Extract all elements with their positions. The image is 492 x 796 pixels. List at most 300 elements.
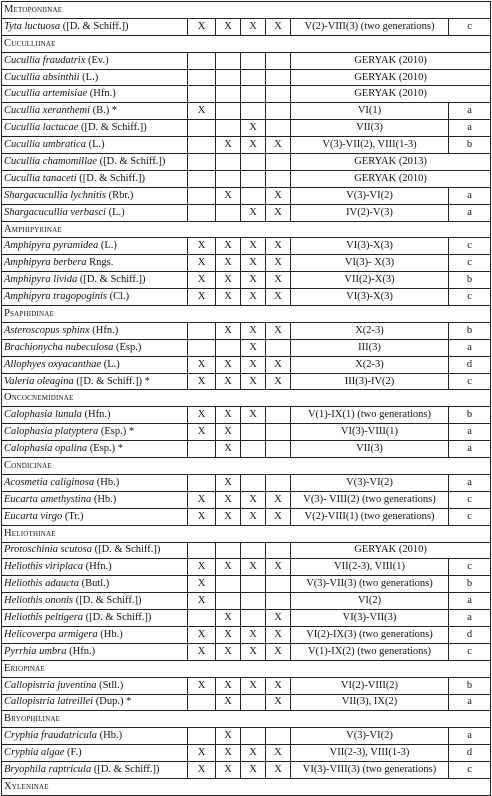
occurrence-cell: X <box>266 762 291 779</box>
species-cell <box>2 491 188 508</box>
flight-period-cell: V(1)-IX(2) (two generations) <box>291 643 449 660</box>
subfamily-header-row <box>2 711 491 728</box>
species-name: Callopistria latreillei <box>4 696 94 708</box>
occurrence-cell <box>241 610 266 627</box>
species-author: (Hb.) <box>93 493 117 505</box>
occurrence-cell <box>266 69 291 86</box>
species-row <box>2 238 491 255</box>
occurrence-cell: X <box>188 576 216 593</box>
occurrence-cell <box>266 339 291 356</box>
occurrence-cell <box>188 728 216 745</box>
occurrence-cell <box>266 86 291 103</box>
occurrence-cell <box>241 86 266 103</box>
abundance-category-cell: b <box>449 137 491 154</box>
species-row <box>2 69 491 86</box>
occurrence-cell: X <box>266 204 291 221</box>
abundance-category-cell: a <box>449 474 491 491</box>
reference-cell: GERYAK (2010) <box>291 542 491 559</box>
occurrence-cell: X <box>216 508 241 525</box>
occurrence-cell: X <box>216 255 241 272</box>
occurrence-cell <box>188 187 216 204</box>
occurrence-cell: X <box>216 643 241 660</box>
species-author: (L.) <box>88 139 105 151</box>
species-name: Heliothis ononis <box>4 595 74 607</box>
species-row <box>2 694 491 711</box>
occurrence-cell <box>216 204 241 221</box>
subfamily-header-row <box>2 525 491 542</box>
occurrence-cell: X <box>241 559 266 576</box>
occurrence-cell: X <box>241 322 266 339</box>
species-name: Callopistria juventina <box>4 679 97 691</box>
occurrence-cell <box>216 154 241 171</box>
species-author: (Tr.) <box>64 510 84 522</box>
abundance-category-cell: b <box>449 407 491 424</box>
species-row <box>2 356 491 373</box>
occurrence-cell: X <box>241 373 266 390</box>
occurrence-cell: X <box>266 322 291 339</box>
occurrence-cell: X <box>216 322 241 339</box>
flight-period-cell: VII(2-3), VIII(1-3) <box>291 745 449 762</box>
occurrence-cell <box>188 542 216 559</box>
species-cell <box>2 728 188 745</box>
flight-period-cell: X(2-3) <box>291 356 449 373</box>
occurrence-cell: X <box>188 238 216 255</box>
abundance-category-cell: c <box>449 255 491 272</box>
species-row <box>2 474 491 491</box>
occurrence-cell: X <box>188 762 216 779</box>
species-name: Bryophila raptricula <box>4 764 92 776</box>
occurrence-cell <box>241 694 266 711</box>
species-name: Calophasia opalina <box>4 443 88 455</box>
abundance-category-cell: c <box>449 18 491 35</box>
occurrence-cell: X <box>188 289 216 306</box>
species-author: (Hfn.) <box>69 645 96 657</box>
species-name: Heliothis peltigera <box>4 612 84 623</box>
species-name: Cucullia xeranthemi <box>4 105 91 117</box>
flight-period-cell: V(1)-IX(1) (two generations) <box>291 407 449 424</box>
occurrence-cell: X <box>188 373 216 390</box>
occurrence-cell: X <box>216 626 241 643</box>
flight-period-cell: VI(3)-X(3) <box>291 289 449 306</box>
flight-period-cell: VII(2-3), VIII(1) <box>291 559 449 576</box>
abundance-category-cell: d <box>449 745 491 762</box>
species-row <box>2 610 491 627</box>
occurrence-cell: X <box>216 238 241 255</box>
occurrence-cell <box>241 52 266 69</box>
species-row <box>2 677 491 694</box>
abundance-category-cell: a <box>449 187 491 204</box>
species-row <box>2 626 491 643</box>
occurrence-cell <box>216 593 241 610</box>
abundance-category-cell: b <box>449 677 491 694</box>
occurrence-cell: X <box>188 559 216 576</box>
flight-period-cell: VI(3)-VIII(3) (two generations) <box>291 762 449 779</box>
species-row <box>2 103 491 120</box>
occurrence-cell <box>266 154 291 171</box>
occurrence-cell <box>216 170 241 187</box>
occurrence-cell <box>188 52 216 69</box>
species-name: Heliothis adaucta <box>4 578 79 590</box>
species-cell <box>2 322 188 339</box>
occurrence-cell: X <box>216 491 241 508</box>
species-row <box>2 339 491 356</box>
occurrence-cell <box>188 137 216 154</box>
species-author: (Dup.) * <box>95 696 132 708</box>
species-cell <box>2 508 188 525</box>
species-row <box>2 441 491 458</box>
occurrence-cell: X <box>241 238 266 255</box>
species-row <box>2 542 491 559</box>
flight-period-cell: IV(2)-V(3) <box>291 204 449 221</box>
species-name: Shargacucullia verbasci <box>4 206 106 218</box>
occurrence-cell <box>266 407 291 424</box>
species-author: (Esp.) * <box>89 443 124 455</box>
reference-cell: GERYAK (2010) <box>291 52 491 69</box>
occurrence-cell <box>266 593 291 610</box>
occurrence-cell: X <box>188 677 216 694</box>
occurrence-cell: X <box>216 289 241 306</box>
occurrence-cell: X <box>188 255 216 272</box>
species-cell <box>2 86 188 103</box>
flight-period-cell: V(3)- VIII(2) (two generations) <box>291 491 449 508</box>
occurrence-cell: X <box>241 762 266 779</box>
occurrence-cell: X <box>188 407 216 424</box>
subfamily-name: Bryophilinae <box>2 711 491 728</box>
species-row <box>2 272 491 289</box>
occurrence-cell: X <box>266 745 291 762</box>
flight-period-cell: V(3)-VII(3) (two generations) <box>291 576 449 593</box>
species-author: (L.) <box>82 71 99 83</box>
species-author: (L.) <box>100 240 117 252</box>
species-row <box>2 407 491 424</box>
species-author: ([D. & Schiff.]) <box>75 595 142 607</box>
species-row <box>2 255 491 272</box>
occurrence-cell: X <box>266 559 291 576</box>
species-name: Calophasia lunula <box>4 409 82 421</box>
species-author: ([D. & Schiff.]) <box>79 274 146 286</box>
flight-period-cell: VII(3), IX(2) <box>291 694 449 711</box>
flight-period-cell: VI(2) <box>291 593 449 610</box>
species-row <box>2 745 491 762</box>
species-name: Tyta luctuosa <box>4 20 61 32</box>
species-cell <box>2 272 188 289</box>
occurrence-cell <box>241 170 266 187</box>
species-author: (L.) <box>103 358 120 370</box>
subfamily-name: Metoponiinae <box>2 2 491 19</box>
occurrence-cell: X <box>188 626 216 643</box>
occurrence-cell <box>266 52 291 69</box>
occurrence-cell: X <box>266 694 291 711</box>
abundance-category-cell: a <box>449 339 491 356</box>
species-row <box>2 170 491 187</box>
occurrence-cell: X <box>188 643 216 660</box>
flight-period-cell: VI(1) <box>291 103 449 120</box>
species-author: (Esp.) <box>115 341 142 353</box>
flight-period-cell: VI(3)-VII(3) <box>291 610 449 627</box>
occurrence-cell <box>188 610 216 627</box>
subfamily-name: Eriopinae <box>2 660 491 677</box>
subfamily-name: Oncocnemidinae <box>2 390 491 407</box>
species-row <box>2 576 491 593</box>
flight-period-cell: V(2)-VIII(3) (two generations) <box>291 18 449 35</box>
occurrence-cell <box>188 69 216 86</box>
species-row <box>2 424 491 441</box>
abundance-category-cell: a <box>449 204 491 221</box>
occurrence-cell: X <box>216 373 241 390</box>
species-name: Cucullia absinthii <box>4 71 80 83</box>
occurrence-cell <box>241 593 266 610</box>
species-author: ([D. & Schiff.]) <box>93 764 160 776</box>
species-name: Valeria oleagina <box>4 375 74 387</box>
species-name: Cucullia tanaceti <box>4 172 77 184</box>
species-author: ([D. & Schiff.]) <box>85 612 152 623</box>
occurrence-cell: X <box>188 272 216 289</box>
occurrence-cell <box>241 424 266 441</box>
species-author: ([D. & Schiff.]) <box>99 155 166 167</box>
species-name: Cryphia fraudatricula <box>4 730 98 742</box>
species-row <box>2 137 491 154</box>
reference-cell: GERYAK (2010) <box>291 69 491 86</box>
species-author: ([D. & Schiff.]) * <box>76 375 150 387</box>
occurrence-cell: X <box>188 356 216 373</box>
flight-period-cell: VI(3)- X(3) <box>291 255 449 272</box>
species-cell <box>2 407 188 424</box>
occurrence-cell: X <box>241 356 266 373</box>
occurrence-cell: X <box>266 626 291 643</box>
abundance-category-cell: a <box>449 593 491 610</box>
species-name: Cucullia chamomillae <box>4 155 98 167</box>
occurrence-cell <box>216 86 241 103</box>
species-author: (Stll.) <box>99 679 124 691</box>
abundance-category-cell: c <box>449 643 491 660</box>
occurrence-cell: X <box>241 745 266 762</box>
species-author: (Esp.) * <box>100 426 135 438</box>
abundance-category-cell: c <box>449 491 491 508</box>
species-name: Calophasia platyptera <box>4 426 99 438</box>
occurrence-cell: X <box>241 626 266 643</box>
flight-period-cell: III(3)-IV(2) <box>291 373 449 390</box>
species-name: Heliothis viriplaca <box>4 561 84 573</box>
occurrence-cell: X <box>266 508 291 525</box>
species-cell <box>2 69 188 86</box>
occurrence-cell <box>216 69 241 86</box>
species-name: Cucullia artemisiae <box>4 88 88 100</box>
occurrence-cell <box>266 441 291 458</box>
species-name: Cucullia umbratica <box>4 139 86 151</box>
reference-cell: GERYAK (2010) <box>291 170 491 187</box>
species-row <box>2 643 491 660</box>
occurrence-cell <box>241 69 266 86</box>
abundance-category-cell: d <box>449 626 491 643</box>
subfamily-name: Heliothinae <box>2 525 491 542</box>
species-row <box>2 120 491 137</box>
species-name: Amphipyra pyramidea <box>4 240 99 252</box>
occurrence-cell: X <box>241 137 266 154</box>
occurrence-cell: X <box>216 762 241 779</box>
subfamily-header-row <box>2 35 491 52</box>
species-author: ([D. & Schiff.]) <box>62 20 129 32</box>
abundance-category-cell: a <box>449 120 491 137</box>
occurrence-cell: X <box>241 255 266 272</box>
species-cell <box>2 238 188 255</box>
occurrence-cell: X <box>216 356 241 373</box>
occurrence-cell: X <box>241 508 266 525</box>
flight-period-cell: III(3) <box>291 339 449 356</box>
occurrence-cell: X <box>241 120 266 137</box>
species-row <box>2 86 491 103</box>
species-name: Eucarta amethystina <box>4 493 92 505</box>
species-name: Eucarta virgo <box>4 510 63 522</box>
flight-period-cell: V(3)-VI(2) <box>291 187 449 204</box>
species-row <box>2 491 491 508</box>
flight-period-cell: VII(3) <box>291 441 449 458</box>
occurrence-cell <box>216 542 241 559</box>
occurrence-cell <box>188 694 216 711</box>
species-cell <box>2 424 188 441</box>
occurrence-cell <box>266 103 291 120</box>
reference-cell: GERYAK (2013) <box>291 154 491 171</box>
occurrence-cell <box>188 204 216 221</box>
species-name: Cucullia fraudatrix <box>4 54 86 66</box>
species-cell <box>2 542 188 559</box>
species-row <box>2 18 491 35</box>
subfamily-name: Condicinae <box>2 458 491 475</box>
occurrence-cell <box>188 474 216 491</box>
occurrence-cell <box>241 441 266 458</box>
species-cell <box>2 18 188 35</box>
abundance-category-cell: c <box>449 559 491 576</box>
occurrence-cell: X <box>266 373 291 390</box>
species-table <box>1 1 491 796</box>
occurrence-cell: X <box>188 18 216 35</box>
occurrence-cell: X <box>216 441 241 458</box>
species-author: ([D. & Schiff.]) <box>80 122 147 134</box>
abundance-category-cell: a <box>449 424 491 441</box>
species-cell <box>2 610 188 627</box>
species-name: Pyrrhia umbra <box>4 645 67 657</box>
occurrence-cell <box>241 542 266 559</box>
species-cell <box>2 289 188 306</box>
occurrence-cell: X <box>266 18 291 35</box>
subfamily-header-row <box>2 660 491 677</box>
occurrence-cell <box>216 576 241 593</box>
occurrence-cell: X <box>266 137 291 154</box>
occurrence-cell <box>241 103 266 120</box>
species-author: (Hfn.) <box>84 409 111 421</box>
occurrence-cell <box>266 542 291 559</box>
occurrence-cell: X <box>188 424 216 441</box>
species-row <box>2 52 491 69</box>
occurrence-cell <box>241 474 266 491</box>
occurrence-cell: X <box>266 187 291 204</box>
species-row <box>2 508 491 525</box>
occurrence-cell <box>188 441 216 458</box>
flight-period-cell: V(3)-VII(2), VIII(1-3) <box>291 137 449 154</box>
occurrence-cell <box>188 322 216 339</box>
species-name: Acosmetia caliginosa <box>4 476 95 488</box>
flight-period-cell: X(2-3) <box>291 322 449 339</box>
occurrence-cell <box>266 576 291 593</box>
species-row <box>2 762 491 779</box>
subfamily-name: Psaphidinae <box>2 306 491 323</box>
species-row <box>2 593 491 610</box>
abundance-category-cell: a <box>449 103 491 120</box>
species-author: (Butl.) <box>81 578 110 590</box>
occurrence-cell: X <box>241 18 266 35</box>
occurrence-cell: X <box>216 677 241 694</box>
species-author: Rngs. <box>89 257 114 269</box>
occurrence-cell: X <box>216 18 241 35</box>
species-name: Allophyes oxyacanthae <box>4 358 102 370</box>
occurrence-cell: X <box>216 474 241 491</box>
occurrence-cell: X <box>241 643 266 660</box>
species-name: Amphipyra tragopoginis <box>4 291 107 303</box>
species-name: Shargacucullia lychnitis <box>4 189 106 201</box>
occurrence-cell: X <box>216 745 241 762</box>
occurrence-cell: X <box>266 491 291 508</box>
subfamily-name: Amphipyrinae <box>2 221 491 238</box>
abundance-category-cell: b <box>449 576 491 593</box>
occurrence-cell: X <box>216 272 241 289</box>
occurrence-cell: X <box>241 289 266 306</box>
species-author: ([D. & Schiff.]) <box>79 172 145 184</box>
occurrence-cell <box>241 187 266 204</box>
occurrence-cell: X <box>266 255 291 272</box>
species-cell <box>2 154 188 171</box>
flight-period-cell: VI(2)-IX(3) (two generations) <box>291 626 449 643</box>
species-name: Amphipyra berbera <box>4 257 87 269</box>
occurrence-cell: X <box>266 643 291 660</box>
species-cell <box>2 441 188 458</box>
species-cell <box>2 120 188 137</box>
abundance-category-cell: c <box>449 373 491 390</box>
subfamily-name: Cuculliinae <box>2 35 491 52</box>
species-row <box>2 559 491 576</box>
flight-period-cell: VI(2)-VIII(2) <box>291 677 449 694</box>
species-cell <box>2 170 188 187</box>
occurrence-cell <box>216 103 241 120</box>
abundance-category-cell: a <box>449 694 491 711</box>
occurrence-cell <box>266 728 291 745</box>
occurrence-cell: X <box>266 677 291 694</box>
occurrence-cell <box>241 576 266 593</box>
occurrence-cell: X <box>216 728 241 745</box>
species-cell <box>2 745 188 762</box>
species-cell <box>2 626 188 643</box>
occurrence-cell: X <box>216 407 241 424</box>
occurrence-cell <box>241 154 266 171</box>
species-row <box>2 204 491 221</box>
occurrence-cell: X <box>188 745 216 762</box>
occurrence-cell <box>216 339 241 356</box>
subfamily-header-row <box>2 458 491 475</box>
occurrence-cell: X <box>266 289 291 306</box>
flight-period-cell: VI(3)-VIII(1) <box>291 424 449 441</box>
occurrence-cell: X <box>188 593 216 610</box>
occurrence-cell: X <box>188 508 216 525</box>
species-cell <box>2 255 188 272</box>
species-cell <box>2 559 188 576</box>
occurrence-cell <box>266 424 291 441</box>
species-row <box>2 187 491 204</box>
species-cell <box>2 576 188 593</box>
species-name: Cryphia algae <box>4 747 65 759</box>
species-row <box>2 373 491 390</box>
species-cell <box>2 356 188 373</box>
species-name: Amphipyra livida <box>4 274 78 286</box>
flight-period-cell: VI(3)-X(3) <box>291 238 449 255</box>
species-author: (Hb.) <box>99 730 123 742</box>
